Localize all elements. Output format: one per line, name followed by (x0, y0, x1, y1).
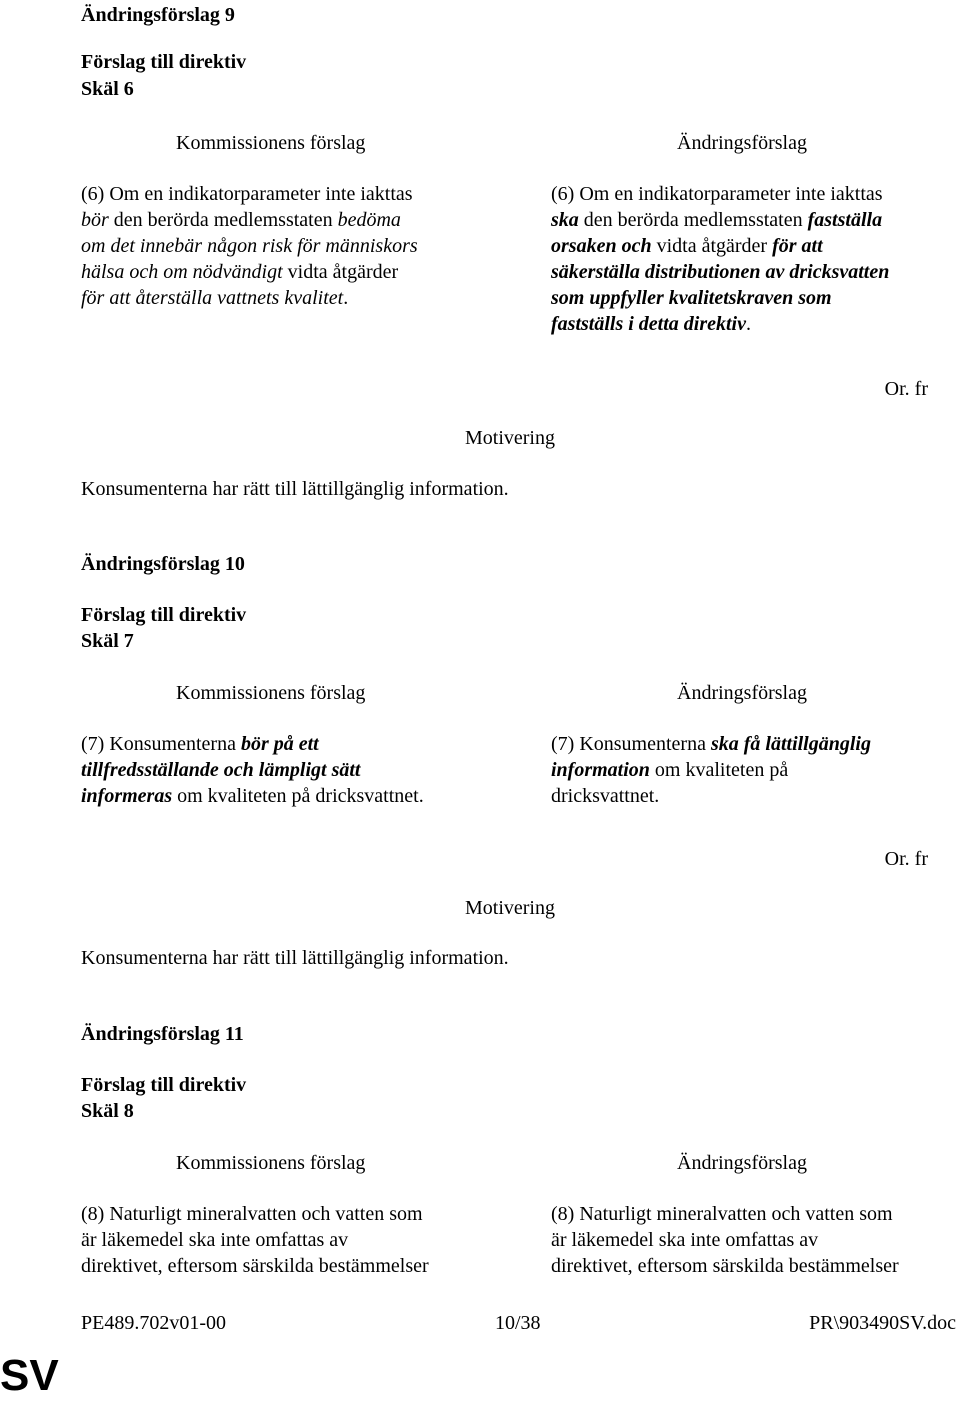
amendment-header: Ändringsförslag (677, 1152, 807, 1174)
commission-text: (8) Naturligt mineralvatten och vatten som är läkemedel ska inte omfattas av direktivet, eftersom särskilda bestämmelser (81, 1203, 429, 1277)
footer-file-name: PR\903490SV.doc (809, 1312, 956, 1334)
amendment-text: (7) Konsumenterna ska få lättillgänglig information om kvaliteten på dricksvattnet. (551, 733, 871, 807)
commission-proposal-header: Kommissionens förslag (176, 132, 366, 154)
motivation-header: Motivering (465, 897, 555, 919)
amendment-text: (6) Om en indikatorparameter inte iakttas ska den berörda medlemsstaten fastställa orsaken och vidta åtgärder för att säkerställa distributionen av dricksvatten som uppfyller kvalitetskraven som fastställs i detta direktiv. (551, 183, 890, 335)
motivation-text: Konsumenterna har rätt till lättillgänglig information. (81, 478, 509, 500)
footer-page-number: 10/38 (495, 1312, 541, 1334)
recital-title: Skäl 8 (81, 1100, 134, 1122)
commission-proposal-header: Kommissionens förslag (176, 1152, 366, 1174)
commission-text: (7) Konsumenterna bör på ett tillfredsställande och lämpligt sätt informeras om kvaliteten på dricksvattnet. (81, 733, 424, 807)
amendment-header: Ändringsförslag (677, 132, 807, 154)
motivation-header: Motivering (465, 427, 555, 449)
motivation-text: Konsumenterna har rätt till lättillgänglig information. (81, 947, 509, 969)
commission-proposal-header: Kommissionens förslag (176, 682, 366, 704)
recital-title: Skäl 7 (81, 630, 134, 652)
amendment-header: Ändringsförslag (677, 682, 807, 704)
recital-title: Skäl 6 (81, 78, 134, 100)
language-code: SV (0, 1351, 59, 1400)
original-language: Or. fr (884, 378, 928, 400)
commission-text: (6) Om en indikatorparameter inte iakttas bör den berörda medlemsstaten bedöma om det innebär någon risk för människors hälsa och om nödvändigt vidta åtgärder för att återställa vattnets kvalitet. (81, 183, 418, 309)
proposal-title: Förslag till direktiv (81, 604, 247, 626)
proposal-title: Förslag till direktiv (81, 51, 247, 73)
amendment-text: (8) Naturligt mineralvatten och vatten som är läkemedel ska inte omfattas av direktivet, eftersom särskilda bestämmelser (551, 1203, 899, 1277)
original-language: Or. fr (884, 848, 928, 870)
amendment-number: Ändringsförslag 11 (81, 1023, 244, 1045)
amendment-number: Ändringsförslag 10 (81, 553, 245, 575)
proposal-title: Förslag till direktiv (81, 1074, 247, 1096)
amendment-number: Ändringsförslag 9 (81, 4, 235, 26)
footer-doc-ref: PE489.702v01-00 (81, 1312, 226, 1334)
